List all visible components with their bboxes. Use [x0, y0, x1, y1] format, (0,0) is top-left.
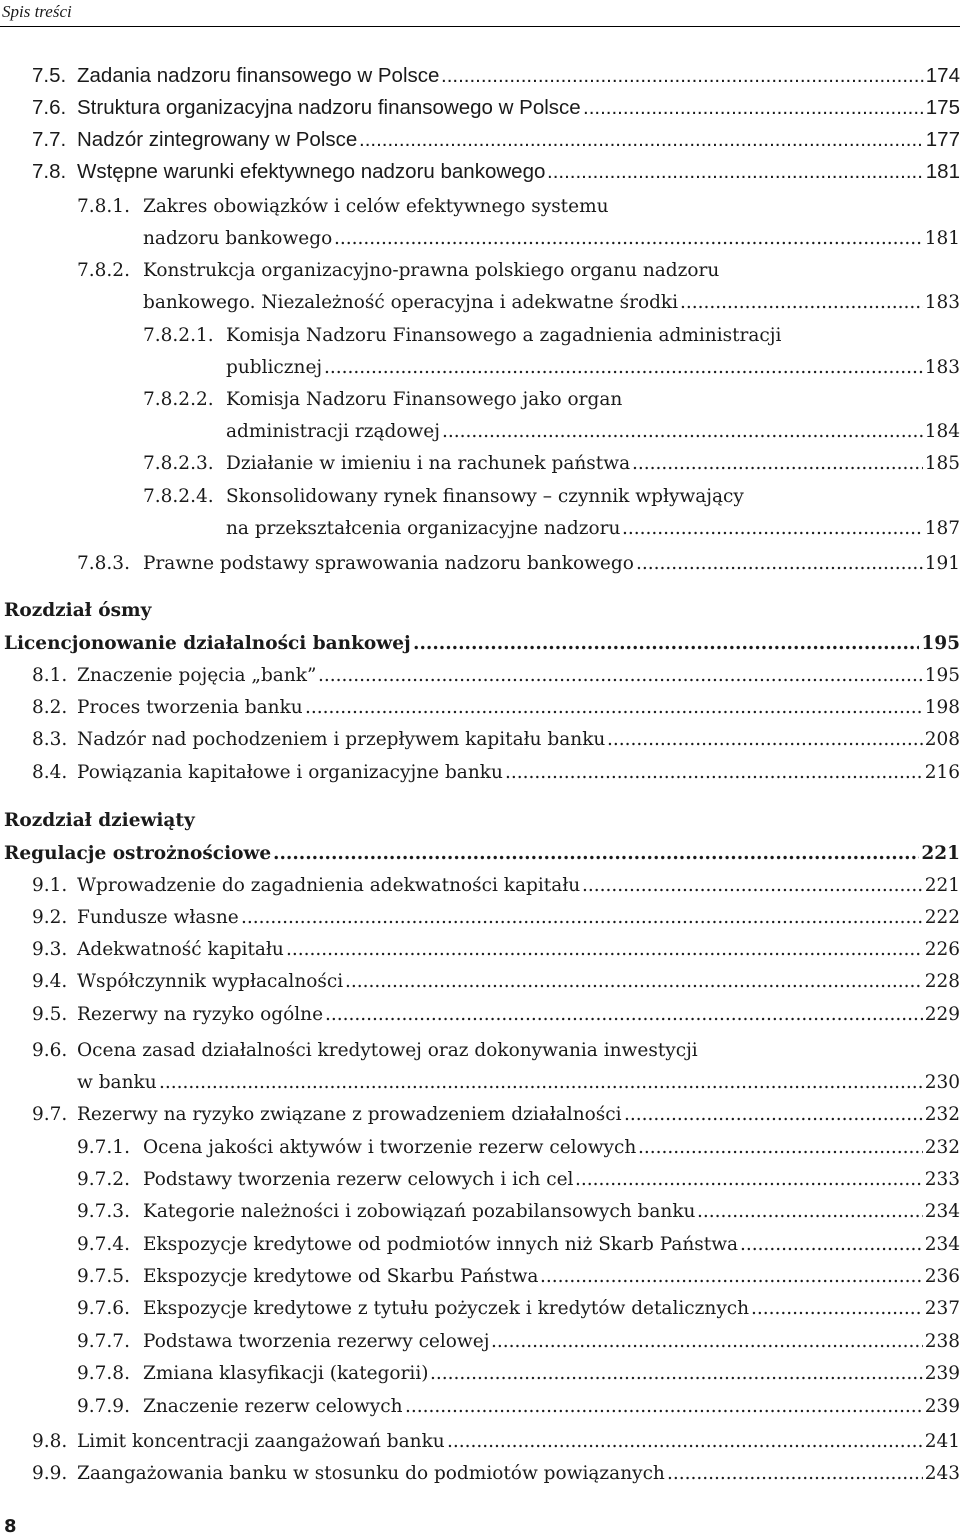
dot-leader [583, 92, 924, 124]
entry-title: Rezerwy na ryzyko ogólne [77, 1004, 324, 1025]
entry-title: Prawne podstawy sprawowania nadzoru bankowego [143, 553, 634, 574]
entry-number: 9.7.3. [77, 1201, 130, 1222]
entry-page-number: 175 [925, 96, 960, 119]
entry-number: 8.1. [32, 665, 68, 686]
entry-page-number: 238 [924, 1331, 960, 1352]
page-number: 8 [4, 1516, 17, 1537]
entry-title: Znaczenie rezerw celowych [143, 1396, 403, 1417]
toc-entry [0, 999, 960, 1031]
entry-number: 7.8.2.4. [143, 486, 214, 507]
dot-leader [159, 1067, 923, 1099]
dot-leader [607, 724, 923, 756]
dot-leader [622, 513, 923, 545]
entry-title: Zakres obowiązków i celów efektywnego systemu [143, 196, 609, 217]
dot-leader [430, 1358, 923, 1390]
entry-title: Podstawy tworzenia rezerw celowych i ich cel [143, 1169, 574, 1190]
toc-entry [0, 548, 960, 580]
entry-page-number: 216 [924, 762, 960, 783]
entry-page-number: 181 [924, 228, 960, 249]
entry-number: 7.8.1. [77, 196, 130, 217]
entry-page-number: 187 [924, 518, 960, 539]
entry-title: Adekwatność kapitału [77, 939, 284, 960]
toc-entry [0, 1164, 960, 1196]
toc-entry [0, 660, 960, 692]
entry-title: Proces tworzenia banku [77, 697, 303, 718]
entry-page-number: 239 [924, 1396, 960, 1417]
toc-entry [0, 1099, 960, 1131]
toc-entry [0, 124, 960, 156]
toc-entry [0, 320, 960, 352]
entry-title: nadzoru bankowego [143, 228, 333, 249]
entry-title: Ekspozycje kredytowe z tytułu pożyczek i kredytów detalicznych [143, 1298, 750, 1319]
entry-page-number: 229 [924, 1004, 960, 1025]
entry-page-number: 234 [924, 1201, 960, 1222]
entry-number: 7.8.2.2. [143, 389, 214, 410]
toc-entry [0, 1326, 960, 1358]
dot-leader [324, 352, 923, 384]
toc-entry [0, 1229, 960, 1261]
entry-number: 9.7.5. [77, 1266, 130, 1287]
entry-number: 9.7.1. [77, 1137, 130, 1158]
dot-leader [636, 548, 923, 580]
entry-number: 9.1. [32, 875, 68, 896]
chapter-heading [0, 595, 960, 627]
toc-entry [0, 934, 960, 966]
toc-entry [0, 191, 960, 223]
running-header: Spis treści [2, 2, 72, 21]
toc-entry [0, 92, 960, 124]
entry-title: Komisja Nadzoru Finansowego jako organ [226, 389, 623, 410]
entry-title: Ekspozycje kredytowe od Skarbu Państwa [143, 1266, 539, 1287]
entry-number: 9.6. [32, 1040, 68, 1061]
dot-leader [624, 1099, 923, 1131]
entry-title: Konstrukcja organizacyjno-prawna polskiego organu nadzoru [143, 260, 720, 281]
entry-number: 9.7.4. [77, 1234, 130, 1255]
dot-leader [547, 156, 924, 188]
dot-leader [740, 1229, 923, 1261]
dot-leader [697, 1196, 923, 1228]
dot-leader [680, 287, 923, 319]
dot-leader [632, 448, 923, 480]
entry-title: Współczynnik wypłacalności [77, 971, 344, 992]
entry-title: Powiązania kapitałowe i organizacyjne banku [77, 762, 503, 783]
chapter-heading [0, 838, 960, 870]
entry-title: Nadzór nad pochodzeniem i przepływem kapitału banku [77, 729, 606, 750]
entry-number: 7.8.2.1. [143, 325, 214, 346]
entry-number: 9.2. [32, 907, 68, 928]
entry-page-number: 230 [924, 1072, 960, 1093]
entry-title: w banku [77, 1072, 157, 1093]
entry-page-number: 226 [924, 939, 960, 960]
entry-title: bankowego. Niezależność operacyjna i adekwatne środki [143, 292, 679, 313]
entry-title: Licencjonowanie działalności bankowej [4, 633, 411, 654]
entry-number: 9.7. [32, 1104, 68, 1125]
entry-title: Nadzór zintegrowany w Polsce [77, 128, 358, 151]
toc-entry [0, 1035, 960, 1067]
entry-page-number: 221 [921, 843, 960, 864]
entry-page-number: 241 [924, 1431, 960, 1452]
entry-page-number: 185 [924, 453, 960, 474]
toc-entry [0, 1196, 960, 1228]
entry-title: Znaczenie pojęcia „bank” [77, 665, 317, 686]
entry-title: Limit koncentracji zaangażowań banku [77, 1431, 445, 1452]
entry-page-number: 239 [924, 1363, 960, 1384]
entry-number: 7.8. [32, 160, 67, 183]
entry-title: administracji rządowej [226, 421, 440, 442]
entry-number: 7.8.2. [77, 260, 130, 281]
toc-entry [0, 966, 960, 998]
dot-leader [325, 999, 923, 1031]
dot-leader [447, 1426, 923, 1458]
dot-leader [273, 838, 919, 870]
dot-leader [318, 660, 923, 692]
chapter-heading [0, 628, 960, 660]
toc-entry [0, 255, 960, 287]
toc-entry [0, 156, 960, 188]
entry-title: na przekształcenia organizacyjne nadzoru [226, 518, 621, 539]
toc-entry [0, 757, 960, 789]
toc-entry [0, 1391, 960, 1423]
toc-entry [0, 513, 960, 545]
entry-number: 9.7.2. [77, 1169, 130, 1190]
toc-entry [0, 1426, 960, 1458]
dot-leader [751, 1293, 923, 1325]
entry-number: 8.4. [32, 762, 68, 783]
toc-entry [0, 1458, 960, 1490]
entry-title: Struktura organizacyjna nadzoru finansowego w Polsce [77, 96, 581, 119]
entry-page-number: 236 [924, 1266, 960, 1287]
entry-page-number: 195 [924, 665, 960, 686]
dot-leader [345, 966, 923, 998]
toc-entry [0, 724, 960, 756]
dot-leader [491, 1326, 923, 1358]
dot-leader [305, 692, 923, 724]
entry-title: Wstępne warunki efektywnego nadzoru bankowego [77, 160, 546, 183]
entry-page-number: 177 [925, 128, 960, 151]
entry-title: Ocena jakości aktywów i tworzenie rezerw celowych [143, 1137, 637, 1158]
entry-title: Zmiana klasyfikacji (kategorii) [143, 1363, 429, 1384]
entry-page-number: 222 [924, 907, 960, 928]
entry-title: Ocena zasad działalności kredytowej oraz dokonywania inwestycji [77, 1040, 698, 1061]
dot-leader [405, 1391, 923, 1423]
entry-number: 7.8.2.3. [143, 453, 214, 474]
entry-number: 9.7.8. [77, 1363, 130, 1384]
toc-entry [0, 223, 960, 255]
entry-page-number: 183 [924, 292, 960, 313]
toc-entry [0, 1132, 960, 1164]
entry-title: Rozdział dziewiąty [4, 810, 195, 831]
entry-page-number: 243 [924, 1463, 960, 1484]
toc-entry [0, 1261, 960, 1293]
entry-page-number: 232 [924, 1137, 960, 1158]
entry-number: 7.6. [32, 96, 67, 119]
entry-title: Zaangażowania banku w stosunku do podmiotów powiązanych [77, 1463, 665, 1484]
entry-page-number: 183 [924, 357, 960, 378]
entry-number: 8.2. [32, 697, 68, 718]
entry-title: Regulacje ostrożnościowe [4, 843, 272, 864]
entry-number: 9.7.6. [77, 1298, 130, 1319]
entry-title: Rozdział ósmy [4, 600, 152, 621]
entry-title: Podstawa tworzenia rezerwy celowej [143, 1331, 490, 1352]
toc-entry [0, 1067, 960, 1099]
entry-number: 9.5. [32, 1004, 68, 1025]
entry-page-number: 195 [921, 633, 960, 654]
toc-entry [0, 60, 960, 92]
entry-title: publicznej [226, 357, 323, 378]
entry-page-number: 233 [924, 1169, 960, 1190]
header-rule [0, 26, 960, 27]
entry-page-number: 198 [924, 697, 960, 718]
entry-page-number: 191 [924, 553, 960, 574]
toc-entry [0, 384, 960, 416]
toc-entry [0, 448, 960, 480]
chapter-heading [0, 805, 960, 837]
dot-leader [638, 1132, 923, 1164]
toc-entry [0, 870, 960, 902]
entry-number: 8.3. [32, 729, 68, 750]
dot-leader [505, 757, 923, 789]
entry-title: Fundusze własne [77, 907, 239, 928]
dot-leader [241, 902, 923, 934]
toc-entry [0, 1293, 960, 1325]
toc-entry [0, 1358, 960, 1390]
entry-number: 9.9. [32, 1463, 68, 1484]
toc-entry [0, 481, 960, 513]
dot-leader [286, 934, 923, 966]
toc-entry [0, 692, 960, 724]
entry-number: 9.8. [32, 1431, 68, 1452]
entry-number: 9.4. [32, 971, 68, 992]
dot-leader [334, 223, 923, 255]
entry-title: Wprowadzenie do zagadnienia adekwatności kapitału [77, 875, 581, 896]
entry-number: 7.8.3. [77, 553, 130, 574]
dot-leader [540, 1261, 923, 1293]
dot-leader [413, 628, 919, 660]
toc-entry [0, 416, 960, 448]
entry-title: Zadania nadzoru finansowego w Polsce [77, 64, 440, 87]
entry-number: 9.7.7. [77, 1331, 130, 1352]
entry-page-number: 234 [924, 1234, 960, 1255]
toc-entry [0, 352, 960, 384]
entry-title: Skonsolidowany rynek finansowy – czynnik wpływający [226, 486, 744, 507]
dot-leader [582, 870, 923, 902]
dot-leader [667, 1458, 923, 1490]
entry-title: Komisja Nadzoru Finansowego a zagadnienia administracji [226, 325, 782, 346]
entry-title: Rezerwy na ryzyko związane z prowadzeniem działalności [77, 1104, 622, 1125]
dot-leader [441, 60, 924, 92]
entry-page-number: 237 [924, 1298, 960, 1319]
dot-leader [575, 1164, 923, 1196]
entry-title: Działanie w imieniu i na rachunek państwa [226, 453, 631, 474]
entry-number: 9.3. [32, 939, 68, 960]
entry-number: 9.7.9. [77, 1396, 130, 1417]
entry-number: 7.5. [32, 64, 67, 87]
entry-page-number: 228 [924, 971, 960, 992]
entry-page-number: 181 [925, 160, 960, 183]
entry-page-number: 232 [924, 1104, 960, 1125]
entry-title: Ekspozycje kredytowe od podmiotów innych niż Skarb Państwa [143, 1234, 739, 1255]
entry-number: 7.7. [32, 128, 67, 151]
dot-leader [442, 416, 923, 448]
entry-page-number: 208 [924, 729, 960, 750]
toc-entry [0, 902, 960, 934]
entry-page-number: 221 [924, 875, 960, 896]
entry-title: Kategorie należności i zobowiązań pozabilansowych banku [143, 1201, 696, 1222]
entry-page-number: 174 [925, 64, 960, 87]
toc-entry [0, 287, 960, 319]
entry-page-number: 184 [924, 421, 960, 442]
dot-leader [359, 124, 924, 156]
